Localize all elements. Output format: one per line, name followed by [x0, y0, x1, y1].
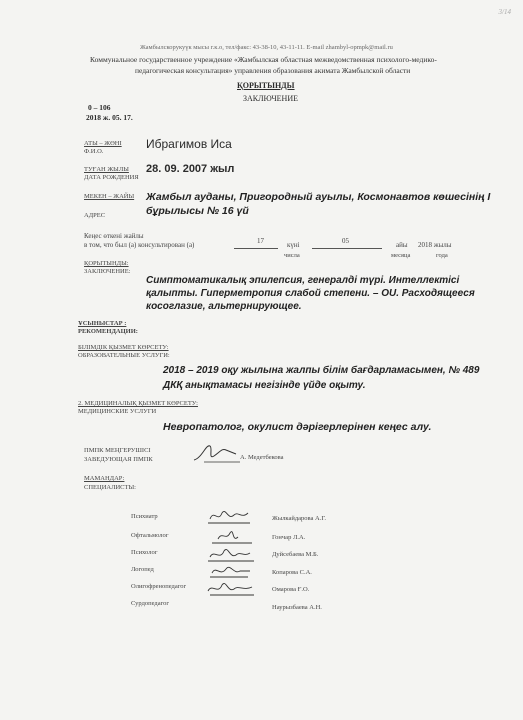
- consult-ru-prefix: в том, что был (а) консультирован (а): [84, 241, 195, 249]
- header-line-3: педагогическая консультация» управления образования акимата Жамбылской области: [135, 66, 411, 75]
- education-label-ru: ОБРАЗОВАТЕЛЬНЫЕ УСЛУГИ:: [78, 352, 170, 359]
- name-label-kz: АТЫ – ЖӨНІ: [84, 140, 122, 147]
- address-label-kz: МЕКЕН – ЖАЙЫ: [84, 193, 135, 200]
- consult-year: 2018 жылы: [418, 241, 452, 249]
- title-ru: ЗАКЛЮЧЕНИЕ: [243, 94, 298, 103]
- recommend-label-kz: ҰСЫНЫСТАР :: [78, 320, 127, 327]
- header-line-2: Коммунальное государственное учреждение «Жамбылская областная межведомственная психолого-медико-: [90, 55, 437, 64]
- specialist-role: Сурдопедагог: [131, 600, 170, 607]
- specialist-signatures: [204, 505, 260, 615]
- consult-year-label: года: [436, 252, 448, 259]
- specialist-name: Наурызбаева А.Н.: [272, 604, 322, 611]
- education-label-kz: БІЛІМДІК ҚЫЗМЕТ КӨРСЕТУ:: [78, 344, 169, 351]
- name-label-ru: Ф.И.О.: [84, 148, 104, 155]
- birth-label-kz: ТУҒАН ЖЫЛЫ: [84, 166, 129, 173]
- consult-day-label-kz: күні: [287, 241, 300, 249]
- header-line-1: Жамбылскорукуүк мысы г.к.о, тел/факс: 43-38-10, 43-11-11. E-mail zhambyl-opmpk@mail.ru: [140, 44, 393, 51]
- address-value-line-2: бұрылысы № 16 үй: [146, 205, 249, 217]
- specialist-name: Омарова Ғ.О.: [272, 586, 310, 593]
- specialists-label-ru: СПЕЦИАЛИСТЫ:: [84, 484, 136, 491]
- recommend-label-ru: РЕКОМЕНДАЦИИ:: [78, 328, 138, 335]
- corner-mark: 3/14: [498, 8, 511, 16]
- specialist-role: Олигофренопедагог: [131, 583, 187, 590]
- education-text-line-2: ДКҚ анықтамасы негізінде үйде оқыту.: [163, 380, 366, 391]
- specialist-name: Жылкайдарова А.Г.: [272, 515, 327, 522]
- conclusion-label-kz: ҚОРЫТЫНДЫ:: [84, 260, 129, 267]
- consult-day: 17: [257, 237, 264, 245]
- address-value-line-1: Жамбыл ауданы, Пригородный ауылы, Космонавтов көшесінің І: [146, 191, 491, 203]
- specialist-name: Копарова С.А.: [272, 569, 312, 576]
- consult-month: 05: [342, 237, 349, 245]
- specialist-name: Дуйсебаева М.Б.: [272, 551, 319, 558]
- specialist-role: Психолог: [131, 549, 158, 556]
- birth-value: 28. 09. 2007 жыл: [146, 163, 235, 175]
- conclusion-text-line-3: косоглазие, альтернирующее.: [146, 301, 302, 312]
- head-name: А. Медетбекова: [240, 454, 284, 461]
- medical-text: Невропатолог, окулист дәрігерлерінен кеңес алу.: [163, 421, 432, 433]
- consult-day-label-ru: числа: [284, 252, 300, 259]
- name-value: Ибрагимов Иса: [146, 137, 232, 151]
- title-kz: ҚОРЫТЫНДЫ: [237, 81, 295, 90]
- specialist-role: Логопед: [131, 566, 154, 573]
- head-signature: [192, 440, 242, 466]
- address-label-ru: АДРЕС: [84, 212, 106, 219]
- medical-label-kz: 2. МЕДИЦИНАЛЫҚ ҚЫЗМЕТ КӨРСЕТУ:: [78, 400, 198, 407]
- specialist-role: Психиатр: [131, 513, 158, 520]
- consult-month-label-ru: месяца: [391, 252, 411, 259]
- conclusion-label-ru: ЗАКЛЮЧЕНИЕ:: [84, 268, 131, 275]
- doc-number: 0 – 106: [88, 103, 111, 112]
- head-label-ru: ЗАВЕДУЮЩАЯ ПМПК: [84, 456, 153, 463]
- doc-date: 2018 ж. 05. 17.: [86, 113, 133, 122]
- specialists-label-kz: МАМАНДАР:: [84, 475, 125, 482]
- education-text-line-1: 2018 – 2019 оқу жылына жалпы білім бағдарламасымен, № 489: [163, 365, 480, 376]
- birth-label-ru: ДАТА РОЖДЕНИЯ: [84, 174, 139, 181]
- conclusion-text-line-1: Симптоматикалық эпилепсия, генералді түрі. Интеллектісі: [146, 275, 460, 286]
- consult-month-label-kz: айы: [396, 241, 408, 249]
- specialist-role: Офтальмолог: [131, 532, 169, 539]
- specialist-name: Гончар Л.А.: [272, 534, 306, 541]
- consult-kz-prefix: Кеңес өткені жайлы: [84, 232, 144, 240]
- medical-label-ru: МЕДИЦИНСКИЕ УСЛУГИ: [78, 408, 157, 415]
- conclusion-text-line-2: қалыпты. Гиперметропия слабой степени. – OU. Расходящееся: [146, 288, 475, 299]
- head-label-kz: ПМПК МЕҢГЕРУШІСІ: [84, 447, 151, 454]
